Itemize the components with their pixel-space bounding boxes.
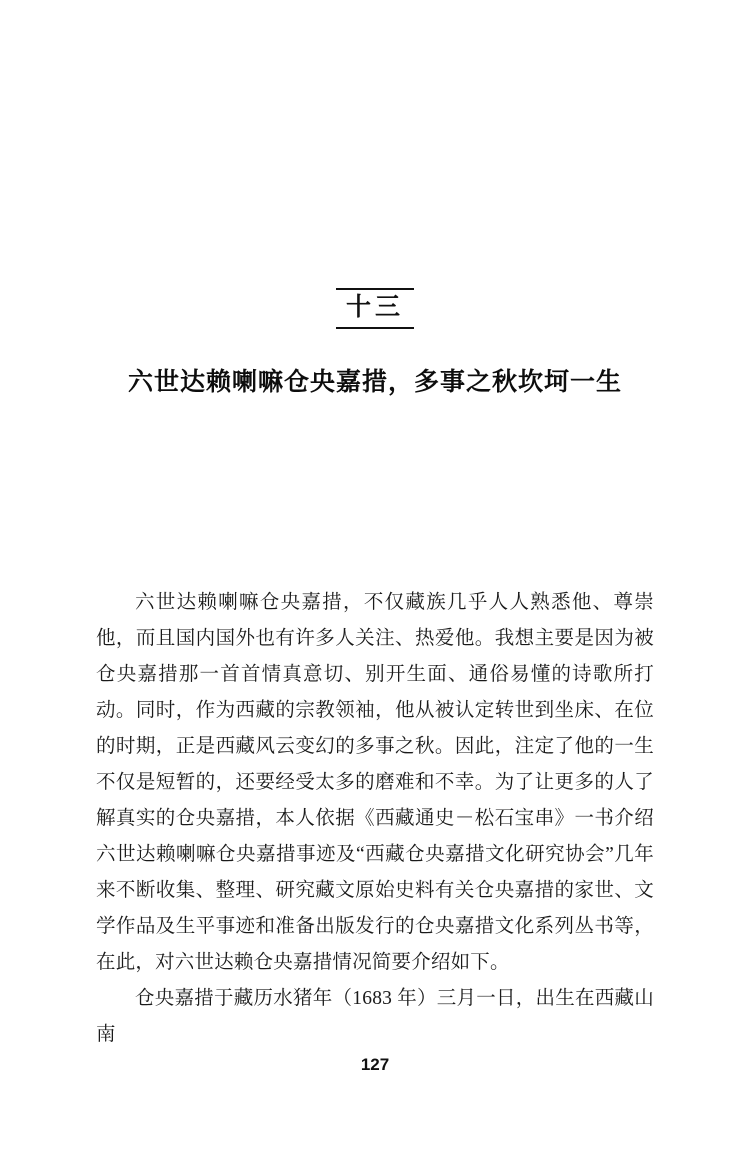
paragraph-2: 仓央嘉措于藏历水猪年（1683 年）三月一日，出生在西藏山南 — [96, 988, 654, 1045]
chapter-title: 六世达赖喇嘛仓央嘉措，多事之秋坎坷一生 — [127, 368, 622, 396]
chapter-number-label: 十三 — [336, 288, 414, 329]
paragraph-1: 六世达赖喇嘛仓央嘉措，不仅藏族几乎人人熟悉他、尊崇他，而且国内国外也有许多人关注、热爱他。我想主要是因为被仓央嘉措那一首首情真意切、别开生面、通俗易懂的诗歌所打动。同时，作为西藏的宗教领袖，他从被认定转世到坐床、在位的时期，正是西藏风云变幻的多事之秋。因此，注定了他的一生不仅是短暂的，还要经受太多的磨难和不幸。为了让更多的人了解真实的仓央嘉措，本人依据《西藏通史－松石宝串》一书介绍六世达赖喇嘛仓央嘉措事迹及“西藏仓央嘉措文化研究协会”几年来不断收集、整理、研究藏文原始史料有关仓央嘉措的家世、文学作品及生平事迹和准备出版发行的仓央嘉措文化系列丛书等，在此，对六世达赖仓央嘉措情况简要介绍如下。 — [96, 592, 654, 973]
chapter-number — [0, 288, 750, 329]
page-number: 127 — [360, 1055, 390, 1074]
body-text — [96, 585, 654, 1053]
